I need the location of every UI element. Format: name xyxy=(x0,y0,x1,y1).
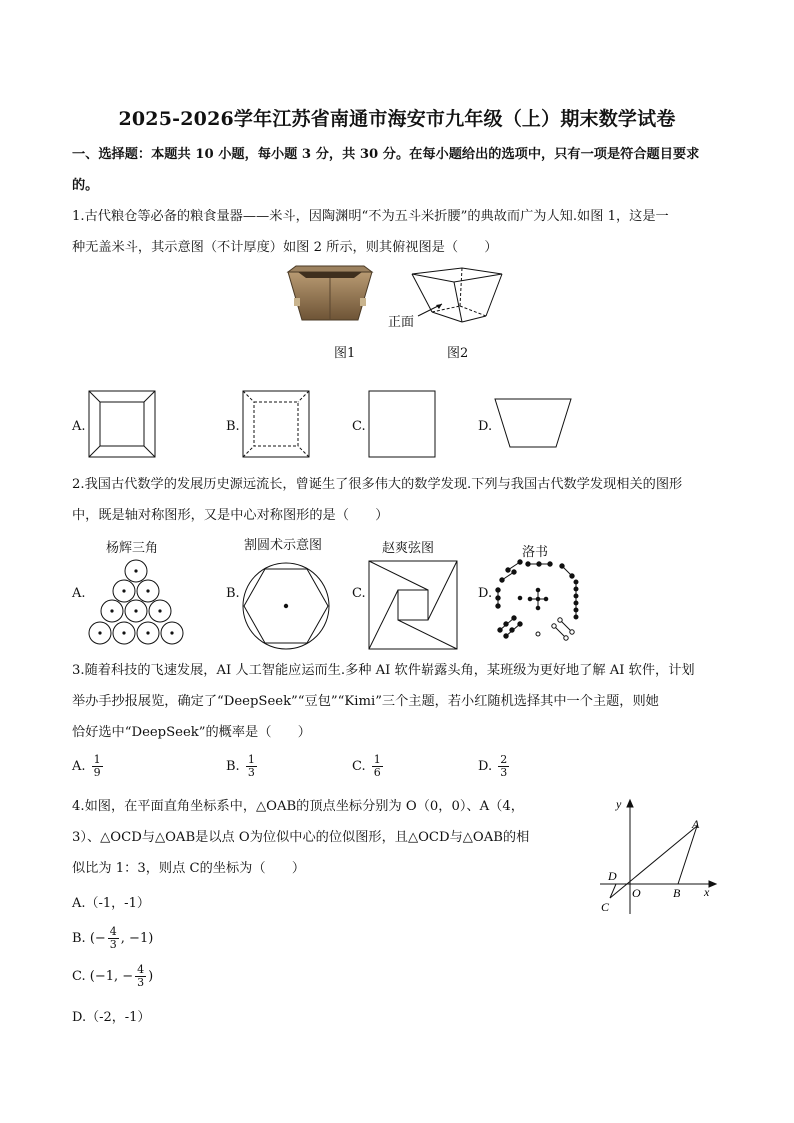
q1-option-b-label[interactable]: B. xyxy=(226,419,240,434)
q1-option-d-label[interactable]: D. xyxy=(478,419,493,434)
q3-text-line3: 恰好选中“DeepSeek”的概率是（ ） xyxy=(72,725,311,740)
q3-option-c[interactable]: C. $\frac{1}{6}$ xyxy=(352,753,381,779)
q2-text-line1: 2.我国古代数学的发展历史源远流长，曾诞生了很多伟大的数学发现.下列与我国古代数学发现相关的图形 xyxy=(72,477,683,492)
q2-option-a-figure xyxy=(88,558,184,650)
q3-text-line2: 举办手抄报展览，确定了“DeepSeek”“豆包”“Kimi”三个主题，若小红随机选择其中一个主题，则她 xyxy=(72,694,659,709)
q2-caption-d: 洛书 xyxy=(522,545,549,560)
graph-label-a: A xyxy=(692,817,700,831)
q2-option-b-figure xyxy=(242,562,330,650)
q4-option-b[interactable]: B. (− $\frac{4}{3}$ , −1) xyxy=(72,925,154,951)
q4-text-line1: 4.如图，在平面直角坐标系中，△OAB的顶点坐标分别为 O（0，0）、A（4， xyxy=(72,799,524,814)
q1-text-line2: 种无盖米斗，其示意图（不计厚度）如图 2 所示，则其俯视图是（ ） xyxy=(72,240,498,255)
q1-option-d-figure xyxy=(494,398,572,448)
q4-option-d[interactable]: D.（-2，-1） xyxy=(72,1010,151,1025)
q2-text-line2: 中，既是轴对称图形，又是中心对称图形的是（ ） xyxy=(72,508,389,523)
q2-option-a-label[interactable]: A. xyxy=(72,586,86,601)
q2-option-c-figure xyxy=(368,560,458,650)
q2-caption-b: 割圆术示意图 xyxy=(244,538,323,553)
front-label: 正面 xyxy=(388,315,415,330)
q1-option-c-figure xyxy=(368,390,436,458)
q2-option-d-label[interactable]: D. xyxy=(478,586,493,601)
q4-text-line3: 似比为 1：3，则点 C的坐标为（ ） xyxy=(72,861,306,876)
q1-option-a-label[interactable]: A. xyxy=(72,419,86,434)
front-arrow-icon xyxy=(416,300,446,320)
q4-text-line2: 3）、△OCD与△OAB是以点 O为位似中心的位似图形，且△OCD与△OAB的相 xyxy=(72,830,530,845)
q4-coordinate-graph xyxy=(592,796,722,918)
q2-option-d-figure xyxy=(492,560,582,642)
q1-option-c-label[interactable]: C. xyxy=(352,419,366,434)
graph-label-y: y xyxy=(616,797,622,811)
q4-option-c[interactable]: C. (−1, − $\frac{4}{3}$ ) xyxy=(72,963,154,989)
q2-caption-c: 赵爽弦图 xyxy=(382,541,435,556)
section-heading-line1: 一、选择题：本题共 10 小题，每小题 3 分，共 30 分。在每小题给出的选项中，只有一项是符合题目要求 xyxy=(72,147,700,162)
graph-label-o: O xyxy=(632,886,641,900)
section-heading-line2: 的。 xyxy=(72,178,99,193)
graph-label-c: C xyxy=(601,900,610,914)
graph-label-b: B xyxy=(673,886,681,900)
q1-text-line1: 1.古代粮仓等必备的粮食量器——米斗，因陶渊明“不为五斗米折腰”的典故而广为人知.如图 1，这是一 xyxy=(72,209,669,224)
figure2-caption: 图2 xyxy=(447,346,469,361)
graph-label-x: x xyxy=(704,885,710,899)
q2-option-b-label[interactable]: B. xyxy=(226,586,240,601)
q4-option-a[interactable]: A.（-1，-1） xyxy=(72,896,150,911)
figure1-caption: 图1 xyxy=(334,346,356,361)
q3-text-line1: 3.随着科技的飞速发展，AI 人工智能应运而生.多种 AI 软件崭露头角，某班级为更好地了解 AI 软件，计划 xyxy=(72,663,695,678)
q3-option-b[interactable]: B. $\frac{1}{3}$ xyxy=(226,753,255,779)
graph-label-d: D xyxy=(608,869,617,883)
page-title: 2025-2026学年江苏省南通市海安市九年级（上）期末数学试卷 xyxy=(118,108,676,130)
q1-option-a-figure xyxy=(88,390,156,458)
q2-option-c-label[interactable]: C. xyxy=(352,586,366,601)
q2-caption-a: 杨辉三角 xyxy=(106,541,159,556)
q3-option-a[interactable]: A. $\frac{1}{9}$ xyxy=(72,753,101,779)
q1-option-b-figure xyxy=(242,390,310,458)
q1-figure1-photo xyxy=(284,262,376,324)
q3-option-d[interactable]: D. $\frac{2}{3}$ xyxy=(478,753,508,779)
